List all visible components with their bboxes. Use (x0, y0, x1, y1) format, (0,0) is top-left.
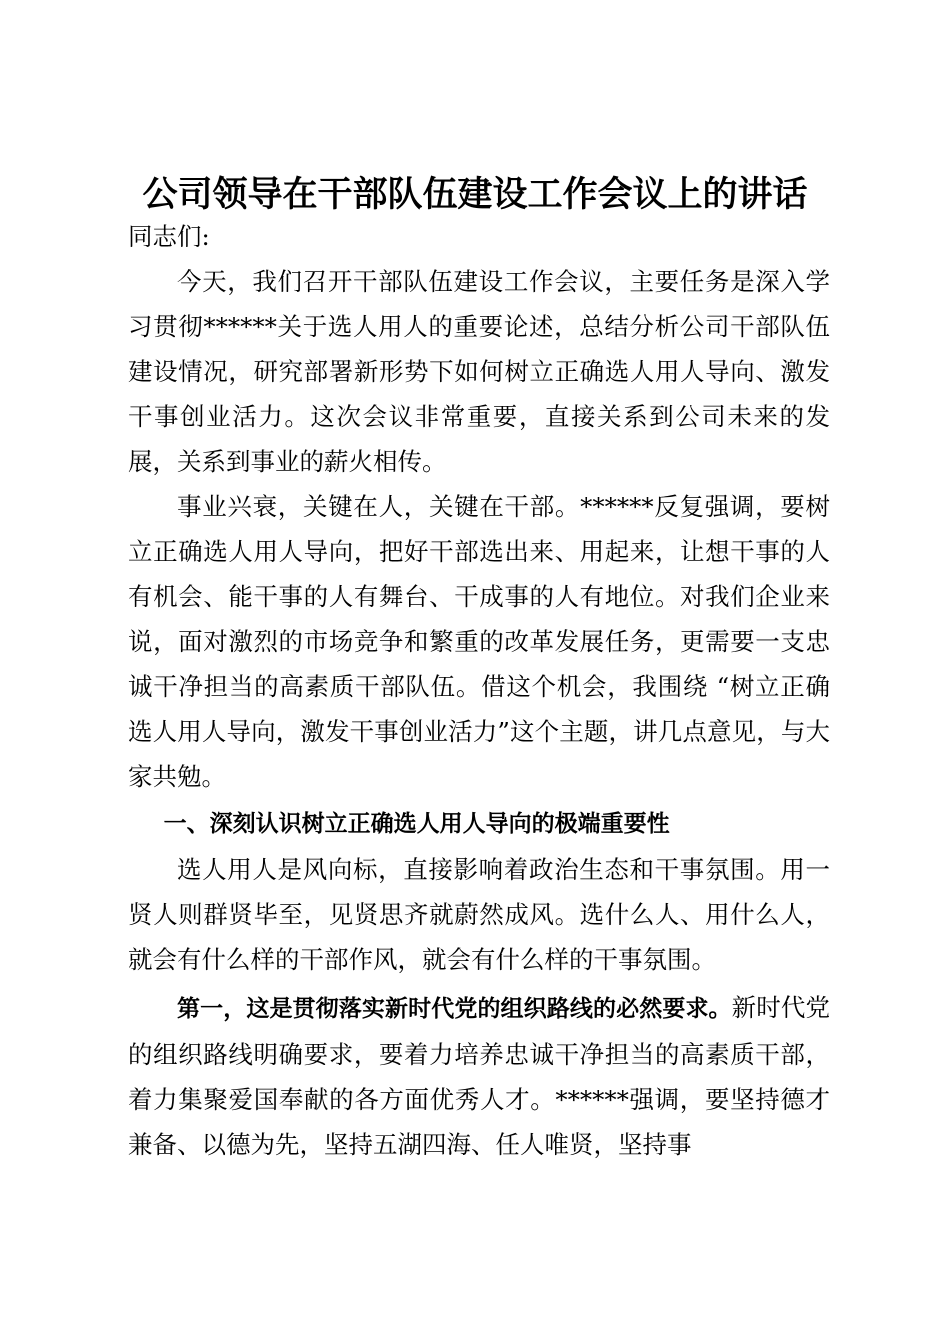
point-1-body: 新时代党的组织路线明确要求，要着力培养忠诚干净担当的高素质干部，着力集聚爱国奉献的各方面优秀人才。******强调，要坚持德才兼备、以德为先，坚持五湖四海、任人唯贤，坚持事 (128, 993, 831, 1159)
paragraph-opening: 今天，我们召开干部队伍建设工作会议，主要任务是深入学习贯彻******关于选人用人的重要论述，总结分析公司干部队伍建设情况，研究部署新形势下如何树立正确选人用人导向、激发干事创业活力。这次会议非常重要，直接关系到公司未来的发展，关系到事业的薪火相传。 (128, 267, 830, 476)
paragraph-theme: 事业兴衰，关键在人，关键在干部。******反复强调，要树立正确选人用人导向，把好干部选出来、用起来，让想干事的人有机会、能干事的人有舞台、干成事的人有地位。对我们企业来说，面对激烈的市场竞争和繁重的改革发展任务，更需要一支忠诚干净担当的高素质干部队伍。借这个机会，我围绕 “树立正确选人用人导向，激发干事创业活力”这个主题，讲几点意见，与大家共勉。 (128, 492, 830, 791)
document-title: 公司领导在干部队伍建设工作会议上的讲话 (142, 175, 808, 215)
section-heading-1: 一、深刻认识树立正确选人用人导向的极端重要性 (163, 811, 670, 837)
document-body (128, 214, 830, 1167)
salutation: 同志们: (128, 222, 210, 251)
section-1-point-1 (128, 985, 830, 1167)
point-1-lead: 第一，这是贯彻落实新时代党的组织路线的必然要求。 (177, 996, 732, 1022)
section-1-intro: 选人用人是风向标，直接影响着政治生态和干事氛围。用一贤人则群贤毕至，见贤思齐就蔚然成风。选什么人、用什么人，就会有什么样的干部作风，就会有什么样的干事氛围。 (128, 855, 830, 974)
